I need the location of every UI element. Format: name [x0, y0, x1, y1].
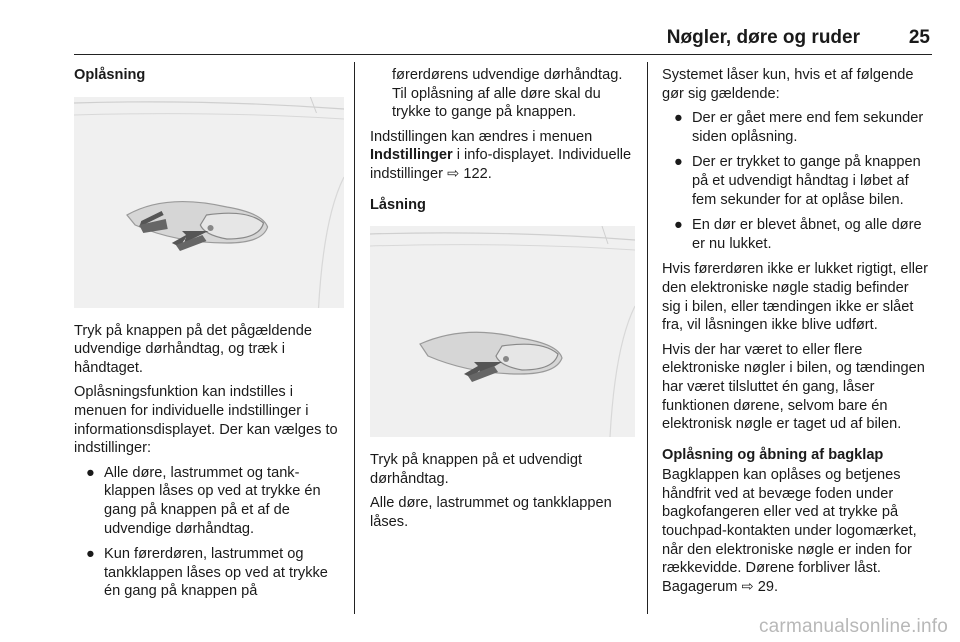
list-item-text: Alle døre, lastrummet og tankklappen låses op ved at trykke én gang på knappen på et af de udvendige dørhåndtag.	[104, 464, 321, 537]
paragraph-unlock-setting: Oplåsningsfunktion kan indstilles i menuen for individuelle indstillinger i informationsdisplayet. Der kan vælges to indstillinger:	[74, 384, 338, 457]
settings-menu-name: Indstillinger	[370, 147, 453, 164]
bullet-icon: ●	[674, 110, 683, 127]
paragraph-locked: Alle døre, lastrummet og tankklappen låses.	[370, 495, 612, 530]
page-reference-arrow-icon: ⇨	[447, 165, 460, 182]
paragraph-driver-door: Hvis førerdøren ikke er lukket rigtigt, eller den elektroniske nøgle stadig befinder sig i bilen, eller tændingen ikke er slået fra, vil låsningen ikke blive udført.	[662, 261, 929, 334]
list-item	[74, 464, 344, 538]
column-divider-2	[647, 62, 648, 614]
list-item	[74, 545, 344, 601]
page-header-title: Nøgler, døre og ruder	[666, 27, 860, 48]
caption-press-button: Tryk på knappen på et udvendigt dørhåndtag.	[370, 452, 583, 487]
column-2	[370, 66, 635, 538]
header-divider	[74, 54, 932, 55]
page-reference: 29.	[753, 578, 779, 595]
page-reference-arrow-icon: ⇨	[741, 578, 754, 595]
section-heading-unlocking: Oplåsning	[74, 67, 146, 83]
section-heading-locking: Låsning	[370, 196, 426, 213]
column-1	[74, 66, 344, 608]
list-item	[662, 216, 930, 253]
column-divider-1	[354, 62, 355, 614]
paragraph-multiple-keys: Hvis der har været to eller flere elektroniske nøgler i bilen, og tændingen har været tilsluttet én gang, låser funktionen dørene, selvom bare én elektronisk nøgle er taget ud af bilen.	[662, 341, 925, 433]
watermark-text: carmanualsonline.info	[758, 616, 948, 637]
bullet-icon: ●	[86, 464, 95, 481]
paragraph-tailgate: Bagklappen kan oplåses og betjenes håndfrit ved at bevæge foden under bagkofangeren eller ved at trykke på touchpad-kontakten under logomærket, når den elektroniske nøgle er inden for rækkevidde. Dørene forbliver låst. Bagagerum ⇨ 29.	[662, 467, 917, 595]
list-item-text: Kun førerdøren, lastrummet og tankklappen låses op ved at trykke én gang på knappen på	[104, 546, 328, 600]
list-item-text: Der er trykket to gange på knappen på et udvendigt håndtag i løbet af fem sekunder for at oplåse bilen.	[692, 154, 921, 208]
page-number: 25	[908, 27, 930, 48]
list-item	[662, 153, 930, 209]
door-handle-pull-illustration	[74, 97, 344, 308]
subheading-tailgate: Oplåsning og åbning af bagklap	[662, 446, 884, 463]
door-handle-press-drawing	[370, 226, 635, 437]
list-item-text: En dør er blevet åbnet, og alle døre er nu lukket.	[692, 217, 922, 252]
caption-pull-handle: Tryk på knappen på det pågældende udvendige dørhåndtag, og træk i håndtaget.	[74, 322, 312, 376]
door-handle-pull-drawing	[74, 97, 344, 308]
bullet-icon: ●	[674, 154, 683, 171]
bullet-icon: ●	[674, 217, 683, 234]
bullet-icon: ●	[86, 546, 95, 563]
page-reference: 122.	[459, 165, 492, 182]
column-3	[662, 66, 930, 602]
paragraph-settings: Indstillingen kan ændres i menuen Indstillinger i info-displayet. Individuelle indstillinger ⇨ 122.	[370, 128, 632, 182]
list-item-text: Der er gået mere end fem sekunder siden oplåsning.	[692, 110, 924, 145]
paragraph-lock-conditions: Systemet låser kun, hvis et af følgende gør sig gældende:	[662, 67, 914, 102]
list-item	[662, 109, 930, 146]
bullet-continuation: førerdørens udvendige dørhåndtag. Til oplåsning af alle døre skal du trykke to gange på knappen.	[392, 67, 623, 121]
door-handle-press-illustration	[370, 226, 635, 437]
